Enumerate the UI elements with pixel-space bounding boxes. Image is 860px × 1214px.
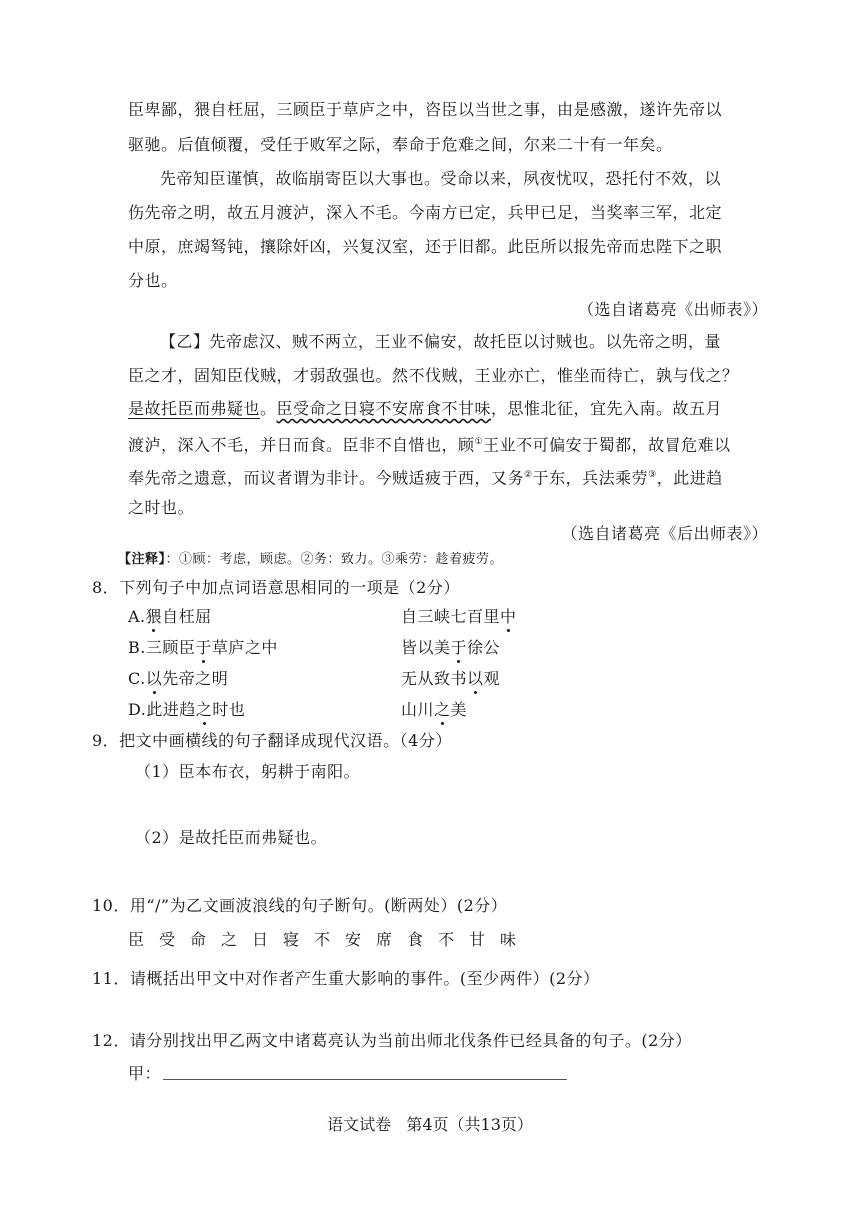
- yi-line4-b: 王业不可偏安于蜀都，故冒危难以: [483, 435, 731, 455]
- opt-d-prefix: D.此进趋: [128, 700, 196, 719]
- opt-d-right-pre: 山川: [401, 700, 435, 719]
- q8-option-a-left: [128, 607, 212, 627]
- dotted-word: 中: [500, 607, 517, 626]
- q8-option-c-right: [401, 669, 500, 689]
- wavy-sentence: 臣受命之日寝不安席食不甘味: [276, 399, 492, 418]
- q8-option-a-right: [401, 607, 517, 627]
- opt-b-right-pre: 皆以美: [401, 638, 451, 657]
- yi-line5-b: 于东，兵法乘劳: [532, 468, 649, 488]
- opt-c-right-pre: 无从致书: [401, 669, 468, 688]
- jia-p1-line2: 驱驰。后值倾覆，受任于败军之际，奉命于危难之间，尔来二十有一年矣。: [128, 135, 673, 154]
- opt-a-rest: 自枉屈: [162, 607, 212, 626]
- opt-b-prefix: B.三顾臣: [128, 638, 196, 657]
- page-footer: 语文试卷 第4页（共13页）: [327, 1115, 533, 1134]
- opt-c-prefix: C.: [128, 669, 146, 688]
- jia-p1-line1: 臣卑鄙，猥自枉屈，三顾臣于草庐之中，咨臣以当世之事，由是感激，遂许先帝以: [128, 100, 723, 119]
- question-8-stem: 8．下列句子中加点词语意思相同的一项是（2分）: [92, 578, 460, 597]
- answer-blank-line[interactable]: [163, 1079, 567, 1080]
- yi-line5: [128, 465, 723, 488]
- q12-jia-label: 甲：: [128, 1064, 162, 1083]
- underlined-sentence: 是故托臣而弗疑也: [128, 399, 261, 418]
- question-12-stem: 12．请分别找出甲乙两文中诸葛亮认为当前出师北伐条件已经具备的句子。(2分）: [92, 1031, 692, 1050]
- dotted-word: 于: [450, 638, 468, 657]
- jia-source: （选自诸葛亮《出师表》）: [577, 300, 768, 319]
- annotation-notes: [118, 550, 503, 570]
- footnote-mark-2: ②: [524, 470, 533, 480]
- opt-a-prefix: A.: [128, 607, 146, 626]
- dotted-word: 以: [467, 669, 484, 688]
- yi-line3-punct: 。: [260, 399, 277, 418]
- q9-sentence-2: （2）是故托臣而弗疑也。: [135, 828, 328, 847]
- yi-source: （选自诸葛亮《后出师表》）: [561, 524, 768, 543]
- dotted-word: 之: [434, 700, 451, 719]
- q9-sentence-1: （1）臣本布衣，躬耕于南阳。: [135, 762, 361, 781]
- yi-line6: 之时也。: [128, 498, 195, 517]
- q8-option-d-left: [128, 700, 245, 720]
- opt-c-rest: 先帝之明: [162, 669, 229, 688]
- yi-line4-a: 渡泸，深入不毛，并日而食。臣非不自惜也，顾: [128, 435, 475, 455]
- q8-option-d-right: [401, 700, 467, 720]
- footnote-mark-1: ①: [474, 437, 484, 447]
- notes-label: 【注释】: [118, 552, 166, 567]
- opt-c-right-rest: 观: [483, 669, 501, 688]
- question-11-stem: 11．请概括出甲文中对作者产生重大影响的事件。(至少两件）(2分）: [92, 969, 600, 988]
- opt-b-right-rest: 徐公: [467, 638, 501, 657]
- opt-d-right-rest: 美: [450, 700, 468, 719]
- question-10-stem: 10．用“/”为乙文画波浪线的句子断句。(断两处）(2分）: [92, 896, 508, 915]
- jia-p2-line3: 中原，庶竭驽钝，攘除奸凶，兴复汉室，还于旧都。此臣所以报先帝而忠陛下之职: [128, 237, 723, 256]
- yi-line3-rest: ，思惟北征，宜先入南。故五月: [491, 399, 723, 418]
- jia-p2-line4: 分也。: [128, 271, 178, 290]
- footnote-mark-3: ③: [648, 470, 657, 480]
- dotted-word: 于: [195, 638, 212, 657]
- yi-line3: [128, 399, 722, 419]
- notes-text: ：①顾：考虑，顾虑。②务：致力。③乘劳：趁着疲劳。: [165, 552, 504, 567]
- yi-line1: 【乙】先帝虑汉、贼不两立，王业不偏安，故托臣以讨贼也。以先帝之明，量: [160, 332, 722, 351]
- dotted-word: 之: [195, 700, 213, 719]
- yi-line4: [128, 432, 731, 455]
- yi-line5-c: ，此进趋: [656, 468, 723, 488]
- q8-option-c-left: [128, 669, 228, 689]
- jia-p2-line2: 伤先帝之明，故五月渡泸，深入不毛。今南方已定，兵甲已足，当奖率三军，北定: [128, 203, 723, 222]
- dotted-word: 以: [145, 669, 163, 688]
- q8-option-b-left: [128, 638, 278, 658]
- dotted-word: 猥: [145, 607, 163, 626]
- yi-line2: 臣之才，固知臣伐贼，才弱敌强也。然不伐贼，王业亦亡，惟坐而待亡，孰与伐之？: [128, 366, 739, 385]
- q8-option-b-right: [401, 638, 500, 658]
- question-9-stem: 9．把文中画横线的句子翻译成现代汉语。（4分）: [92, 731, 452, 750]
- q10-sentence: 臣受命之日寝不安席食不甘味: [128, 930, 532, 949]
- jia-p2-line1: 先帝知臣谨慎，故临崩寄臣以大事也。受命以来，夙夜忧叹，恐托付不效，以: [160, 169, 722, 188]
- yi-line5-a: 奉先帝之遗意，而议者谓为非计。今贼适疲于西，又务: [128, 468, 525, 488]
- opt-a-right-pre: 自三峡七百里: [401, 607, 501, 626]
- opt-b-rest: 草庐之中: [211, 638, 278, 657]
- opt-d-rest: 时也: [212, 700, 246, 719]
